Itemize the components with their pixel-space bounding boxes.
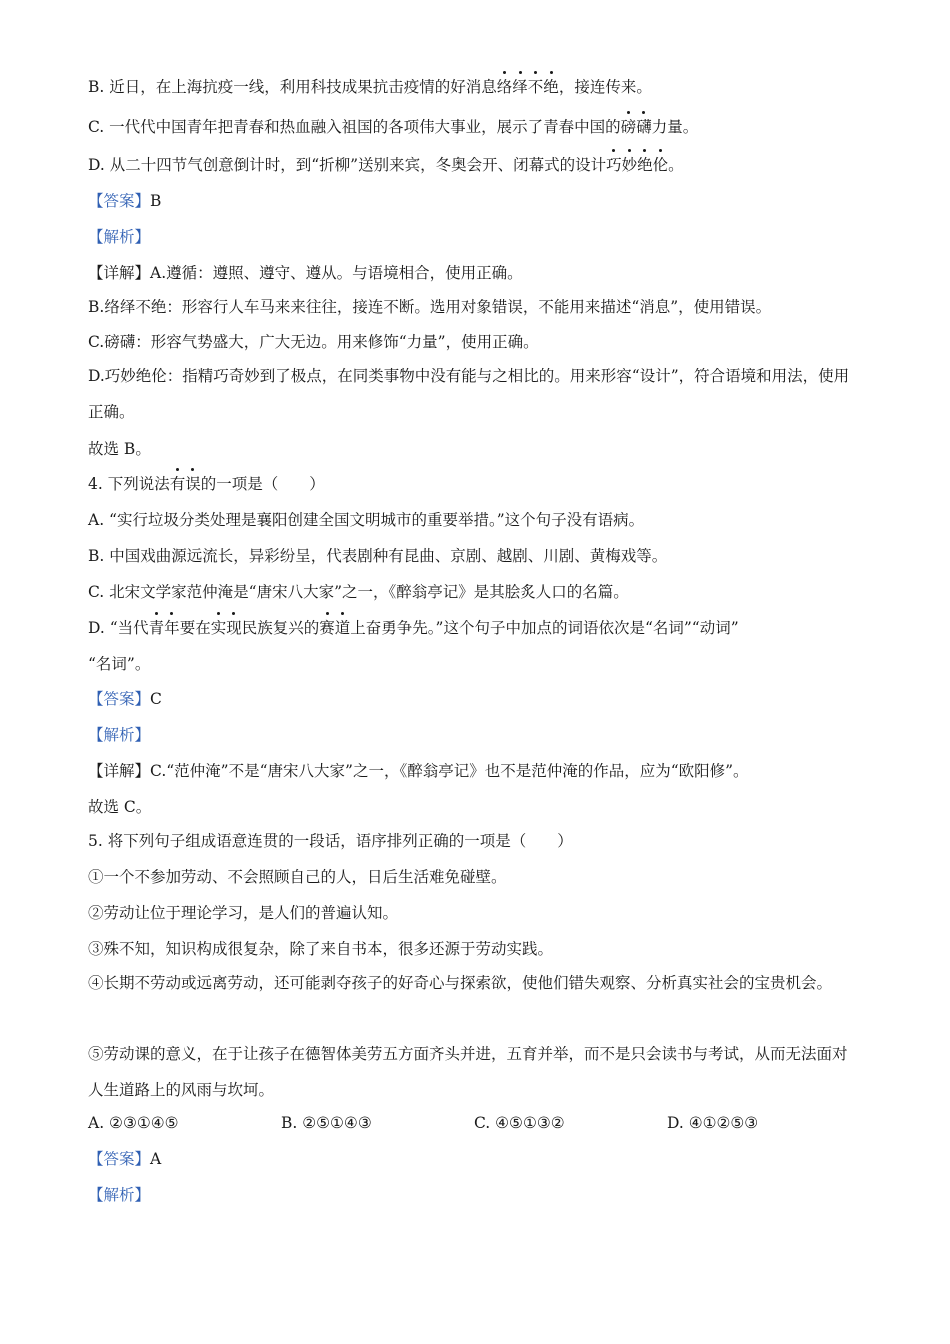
answer-value: B [150,192,162,210]
q4-stem: 4. 下列说法有误的一项是（ ） [88,475,325,493]
q3-analysis-tag: 【解析】 [88,228,151,246]
q5-sentence-5: ⑤劳动课的意义，在于让孩子在德智体美劳五方面齐头并进，五育并举，而不是只会读书与考试，从而无法面对人生道路上的风雨与坎坷。 [88,1045,848,1099]
q3-option-c: C. 一代代中国青年把青春和热血融入祖国的各项伟大事业，展示了青春中国的磅礴力量。 [88,118,699,136]
answer-value: A [150,1150,162,1168]
q5-option-c: C. ④⑤①③② [474,1114,565,1132]
q4-option-d-cont: “名词”。 [88,655,151,673]
q5-sentence-1: ①一个不参加劳动、不会照顾自己的人，日后生活难免碰壁。 [88,868,507,886]
q4-detail: 【详解】C.“范仲淹”不是“唐宋八大家”之一，《醉翁亭记》也不是范仲淹的作品，应为“欧阳修”。 [88,762,749,780]
q5-option-d: D. ④①②⑤③ [667,1114,759,1132]
q3-conclusion: 故选 B。 [88,440,151,458]
detail-tag: 【详解】 [88,264,151,282]
answer-tag: 【答案】 [88,690,151,708]
q5-options [88,1112,860,1134]
q5-sentence-2: ②劳动让位于理论学习，是人们的普遍认知。 [88,904,399,922]
q3-option-d: D. 从二十四节气创意倒计时，到“折柳”送别来宾，冬奥会开、闭幕式的设计巧妙绝伦。 [88,156,684,174]
q5-sentence-3: ③殊不知，知识构成很复杂，除了来自书本，很多还源于劳动实践。 [88,940,554,958]
q5-sentence-4: ④长期不劳动或远离劳动，还可能剥夺孩子的好奇心与探索欲，使他们错失观察、分析真实社会的宝贵机会。 [88,974,833,992]
q3-detail-a: 【详解】A.遵循：遵照、遵守、遵从。与语境相合，使用正确。 [88,264,523,282]
q4-option-b: B. 中国戏曲源远流长，异彩纷呈，代表剧种有昆曲、京剧、越剧、川剧、黄梅戏等。 [88,547,668,565]
q3-answer [88,190,161,212]
q4-answer [88,688,162,710]
detail-tag: 【详解】 [88,762,151,780]
answer-tag: 【答案】 [88,192,151,210]
q4-option-d: D. “当代青年要在实现民族复兴的赛道上奋勇争先。”这个句子中加点的词语依次是“名词”“动词” [88,619,739,637]
q5-stem: 5. 将下列句子组成语意连贯的一段话，语序排列正确的一项是（ ） [88,832,573,850]
q4-analysis-tag: 【解析】 [88,726,151,744]
q5-option-a: A. ②③①④⑤ [88,1114,179,1132]
answer-tag: 【答案】 [88,1150,151,1168]
q3-detail-b: B.络绎不绝：形容行人车马来来往往，接连不断。选用对象错误，不能用来描述“消息”，使用错误。 [88,298,772,316]
q4-conclusion: 故选 C。 [88,798,152,816]
q3-detail-c: C.磅礴：形容气势盛大，广大无边。用来修饰“力量”，使用正确。 [88,333,539,351]
q4-option-c: C. 北宋文学家范仲淹是“唐宋八大家”之一，《醉翁亭记》是其脍炙人口的名篇。 [88,583,629,601]
q3-detail-d: D.巧妙绝伦：指精巧奇妙到了极点，在同类事物中没有能与之相比的。用来形容“设计”，符合语境和用法，使用正确。 [88,367,850,421]
q5-answer [88,1148,161,1170]
q5-analysis-tag: 【解析】 [88,1186,151,1204]
q3-option-b: B. 近日，在上海抗疫一线，利用科技成果抗击疫情的好消息络绎不绝，接连传来。 [88,78,652,96]
q4-option-a: A. “实行垃圾分类处理是襄阳创建全国文明城市的重要举措。”这个句子没有语病。 [88,511,645,529]
answer-value: C [150,690,162,708]
q5-option-b: B. ②⑤①④③ [281,1114,372,1132]
